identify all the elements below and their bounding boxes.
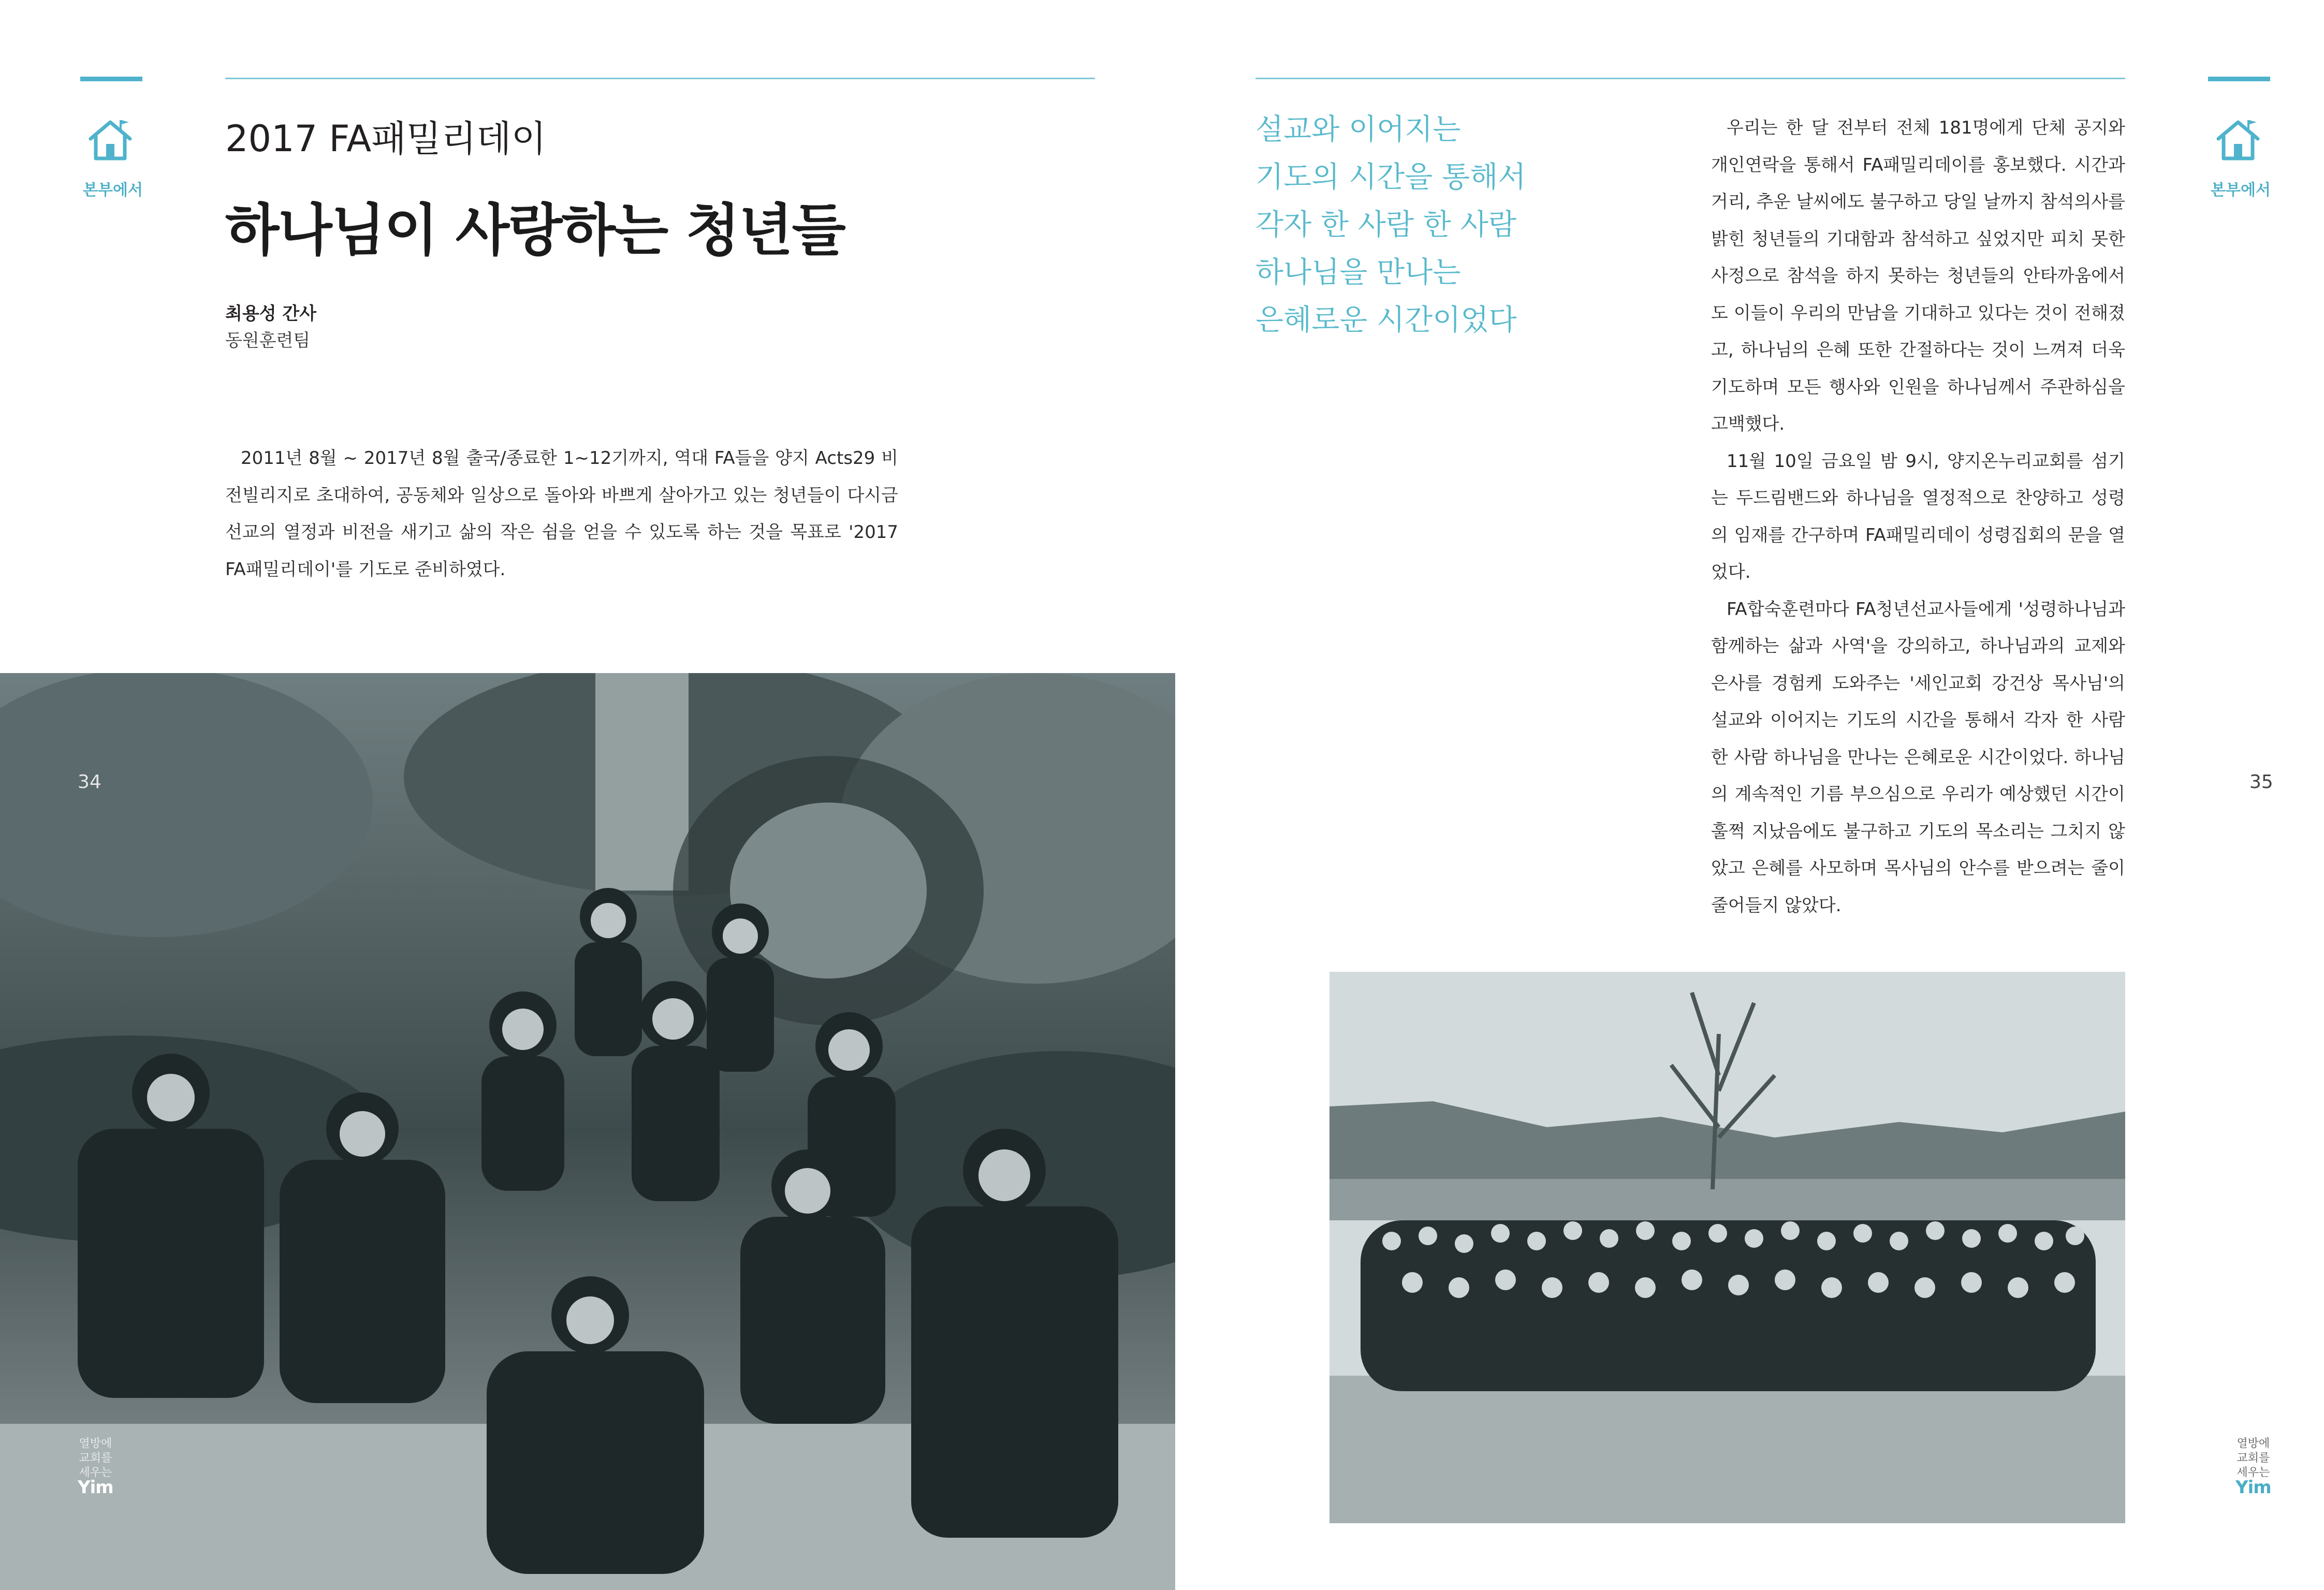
pull-quote-line: 기도의 시간을 통해서 bbox=[1255, 161, 1526, 194]
house-icon bbox=[2213, 115, 2263, 165]
intro-paragraph bbox=[225, 440, 898, 588]
house-icon bbox=[85, 115, 135, 165]
left-accent-bar bbox=[80, 77, 142, 81]
author-name: 최용성 간사 bbox=[225, 303, 317, 324]
body-paragraph: FA합숙훈련마다 FA청년선교사들에게 '성령하나님과 함께하는 삶과 사역'을 강의하고, 하나님과의 교제와 은사를 경험케 도와주는 '세인교회 강건상 목사님'의 설교와 이어지는 기도의 시간을 통해서 각자 한 사람 한 사람 하나님을 만나는 은혜로운 시간이었다. 하나님의 계속적인 기름 부으심으로 우리가 예상했던 시간이 훌쩍 지났음에도 불구하고 기도의 목소리는 그치지 않았고 은혜를 사모하며 목사님의 안수를 받으려는 줄이 줄어들지 않았다. bbox=[1711, 599, 2125, 916]
body-paragraph: 우리는 한 달 전부터 전체 181명에게 단체 공지와 개인연락을 통해서 FA패밀리데이를 홍보했다. 시간과 거리, 추운 날씨에도 불구하고 당일 날까지 참석의사를 밝힌 청년들의 기대함과 참석하고 싶었지만 피치 못한 사정으로 참석을 하지 못하는 청년들의 안타까움에서도 이들이 우리의 만남을 기대하고 있다는 것이 전해졌고, 하나님의 은혜 또한 간절하다는 것이 느껴져 더욱 기도하며 모든 행사와 인원을 하나님께서 주관하심을 고백했다. bbox=[1711, 118, 2125, 434]
logo-line-1: 열방에 bbox=[79, 1437, 112, 1450]
logo-line-2: 교회를 bbox=[2237, 1452, 2270, 1465]
right-accent-bar bbox=[2208, 77, 2270, 81]
logo-line-3: 세우는 bbox=[79, 1466, 112, 1479]
group-photo-garden bbox=[0, 673, 1175, 1590]
right-body-column bbox=[1711, 110, 2125, 924]
garden-photo-art bbox=[0, 673, 1175, 1590]
series-title: 2017 FA패밀리데이 bbox=[225, 118, 547, 160]
intro-text: 2011년 8월 ~ 2017년 8월 출국/종료한 1~12기까지, 역대 FA들을 양지 Acts29 비전빌리지로 초대하여, 공동체와 일상으로 돌아와 바쁘게 살아가고 있는 청년들이 다시금 선교의 열정과 비전을 새기고 삶의 작은 쉼을 얻을 수 있도록 하는 것을 목표로 '2017 FA패밀리데이'를 기도로 준비하였다. bbox=[225, 448, 898, 580]
right-section-label: 본부에서 bbox=[2211, 181, 2271, 199]
article-headline: 하나님이 사랑하는 청년들 bbox=[225, 198, 845, 263]
logo-line-1: 열방에 bbox=[2237, 1437, 2270, 1450]
pull-quote-line: 하나님을 만나는 bbox=[1255, 256, 1461, 289]
left-side-logo bbox=[78, 1437, 113, 1498]
logo-line-3: 세우는 bbox=[2237, 1466, 2270, 1479]
yim-logo: Yim bbox=[78, 1477, 113, 1498]
pull-quote-line: 은혜로운 시간이었다 bbox=[1255, 303, 1517, 337]
left-section-label: 본부에서 bbox=[83, 181, 143, 199]
right-page-number: 35 bbox=[2249, 771, 2273, 793]
author-team: 동원훈련팀 bbox=[225, 330, 311, 351]
right-side-logo bbox=[2235, 1437, 2271, 1498]
group-photo-field bbox=[1329, 972, 2125, 1523]
pull-quote bbox=[1255, 106, 1526, 344]
logo-line-2: 교회를 bbox=[79, 1452, 112, 1465]
field-photo-art bbox=[1329, 972, 2125, 1523]
yim-logo: Yim bbox=[2235, 1477, 2271, 1498]
pull-quote-line: 각자 한 사람 한 사람 bbox=[1255, 208, 1516, 242]
left-top-rule bbox=[225, 78, 1095, 79]
body-paragraph: 11월 10일 금요일 밤 9시, 양지온누리교회를 섬기는 두드림밴드와 하나님을 열정적으로 찬양하고 성령의 임재를 간구하며 FA패밀리데이 성령집회의 문을 열었다. bbox=[1711, 450, 2125, 582]
pull-quote-line: 설교와 이어지는 bbox=[1255, 113, 1461, 147]
left-page-number: 34 bbox=[78, 771, 101, 793]
right-top-rule bbox=[1255, 78, 2125, 79]
